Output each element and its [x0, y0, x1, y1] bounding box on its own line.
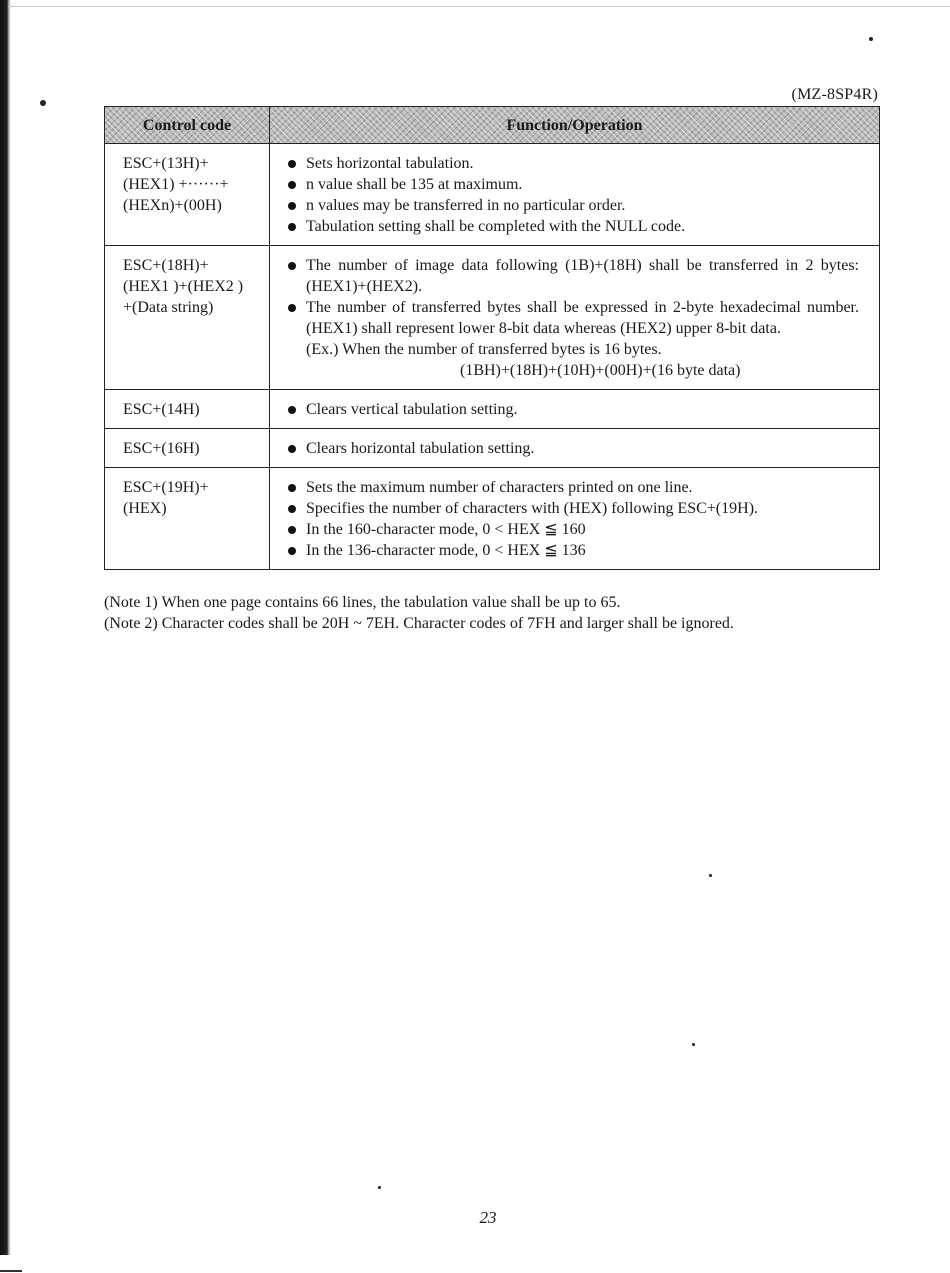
control-code-cell	[105, 429, 270, 468]
table-row	[105, 144, 880, 246]
table-row	[105, 429, 880, 468]
bullet-item: The number of transferred bytes shall be expressed in 2-byte hexadecimal number. (HEX1) shall represent lower 8-bit data whereas (HEX2) upper 8-bit data.	[286, 297, 859, 339]
bullet-item: n values may be transferred in no particular order.	[286, 195, 859, 216]
code-line: ESC+(14H)	[123, 401, 200, 418]
control-code-cell	[105, 246, 270, 390]
code-line: (HEX)	[123, 500, 167, 517]
code-line: ESC+(19H)+	[123, 479, 209, 496]
example-line: (Ex.) When the number of transferred bytes is 16 bytes.	[306, 341, 662, 358]
code-line: +(Data string)	[123, 299, 214, 316]
function-cell	[270, 246, 880, 390]
notes-section	[104, 592, 894, 634]
bullet-item: Specifies the number of characters with (HEX) following ESC+(19H).	[286, 498, 859, 519]
scan-speck	[40, 100, 46, 106]
note-1: (Note 1) When one page contains 66 lines, the tabulation value shall be up to 65.	[104, 594, 621, 611]
function-cell	[270, 429, 880, 468]
scan-top-edge	[8, 6, 950, 7]
control-code-cell	[105, 144, 270, 246]
code-line: ESC+(16H)	[123, 440, 200, 457]
bullet-item: Sets the maximum number of characters printed on one line.	[286, 477, 859, 498]
code-line: ESC+(18H)+	[123, 257, 209, 274]
bullet-item: n value shall be 135 at maximum.	[286, 174, 859, 195]
bullet-item: In the 160-character mode, 0 < HEX ≦ 160	[286, 519, 859, 540]
scan-speck	[378, 1186, 381, 1189]
scan-speck	[692, 1043, 695, 1046]
control-code-cell	[105, 468, 270, 570]
function-cell	[270, 468, 880, 570]
scan-bottom-mark	[0, 1270, 22, 1272]
example-value: (1BH)+(18H)+(10H)+(00H)+(16 byte data)	[460, 362, 741, 379]
code-line: ESC+(13H)+	[123, 155, 209, 172]
scan-speck	[869, 37, 873, 41]
control-code-cell	[105, 390, 270, 429]
table-header-row	[105, 107, 880, 144]
code-line: (HEX1 )+(HEX2 )	[123, 278, 244, 295]
header-control-code: Control code	[105, 107, 270, 144]
table-row	[105, 246, 880, 390]
bullet-item: Tabulation setting shall be completed with the NULL code.	[286, 216, 859, 237]
bullet-item: The number of image data following (1B)+(18H) shall be transferred in 2 bytes: (HEX1)+(HEX2).	[286, 255, 859, 297]
bullet-item: Sets horizontal tabulation.	[286, 153, 859, 174]
code-line: (HEXn)+(00H)	[123, 197, 222, 214]
model-id: (MZ-8SP4R)	[791, 86, 878, 103]
function-cell	[270, 390, 880, 429]
control-code-table	[104, 106, 880, 570]
header-function-operation: Function/Operation	[270, 107, 880, 144]
bullet-item: In the 136-character mode, 0 < HEX ≦ 136	[286, 540, 859, 561]
bullet-item: Clears horizontal tabulation setting.	[286, 438, 859, 459]
code-line: (HEX1) +······+	[123, 176, 229, 193]
table-row	[105, 390, 880, 429]
scan-speck	[709, 874, 712, 877]
bullet-item: Clears vertical tabulation setting.	[286, 399, 859, 420]
page-number: 23	[479, 1208, 497, 1227]
table-row	[105, 468, 880, 570]
scan-binding-edge	[0, 0, 11, 1255]
function-cell	[270, 144, 880, 246]
note-2: (Note 2) Character codes shall be 20H ~ 7EH. Character codes of 7FH and larger shall be ignored.	[104, 615, 734, 632]
